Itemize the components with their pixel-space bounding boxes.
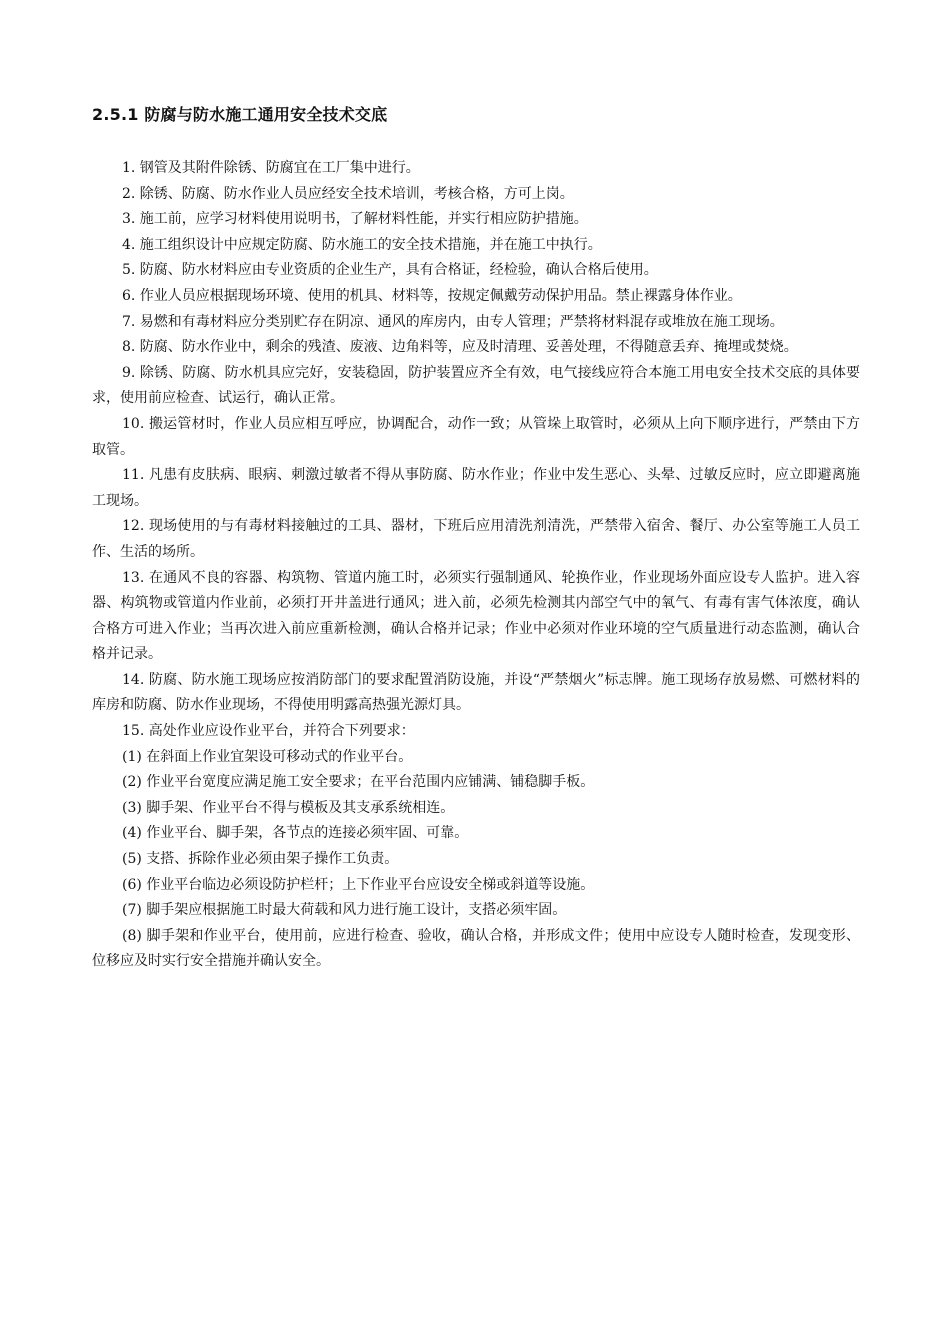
paragraph: (2) 作业平台宽度应满足施工安全要求；在平台范围内应铺满、铺稳脚手板。 <box>122 774 595 791</box>
paragraph: 14. 防腐、防水施工现场应按消防部门的要求配置消防设施，并设“严禁烟火”标志牌。施工现场存放易燃、可燃材料的库房和防腐、防水作业现场，不得使用明露高热强光源灯具。 <box>92 671 860 714</box>
paragraph: 9. 除锈、防腐、防水机具应完好，安装稳固，防护装置应齐全有效，电气接线应符合本施工用电安全技术交底的具体要求，使用前应检查、试运行，确认正常。 <box>92 364 860 407</box>
paragraph: 13. 在通风不良的容器、构筑物、管道内施工时，必须实行强制通风、轮换作业，作业现场外面应设专人监护。进入容器、构筑物或管道内作业前，必须打开井盖进行通风；进入前，必须先检测其内部空气中的氧气、有毒有害气体浓度，确认合格方可进入作业；当再次进入前应重新检测，确认合格并记录；作业中必须对作业环境的空气质量进行动态监测，确认合格并记录。 <box>92 569 860 663</box>
paragraph: (1) 在斜面上作业宜架设可移动式的作业平台。 <box>122 748 413 765</box>
paragraph: (5) 支搭、拆除作业必须由架子操作工负责。 <box>122 851 399 868</box>
paragraph: 7. 易燃和有毒材料应分类别贮存在阴凉、通风的库房内，由专人管理；严禁将材料混存或堆放在施工现场。 <box>122 313 784 330</box>
paragraph: 1. 钢管及其附件除锈、防腐宜在工厂集中进行。 <box>122 160 420 176</box>
paragraph: (6) 作业平台临边必须设防护栏杆；上下作业平台应设安全梯或斜道等设施。 <box>122 876 595 893</box>
paragraph: 2. 除锈、防腐、防水作业人员应经安全技术培训，考核合格，方可上岗。 <box>122 185 574 202</box>
paragraph: 6. 作业人员应根据现场环境、使用的机具、材料等，按规定佩戴劳动保护用品。禁止裸露身体作业。 <box>122 287 742 304</box>
paragraph: 4. 施工组织设计中应规定防腐、防水施工的安全技术措施，并在施工中执行。 <box>122 236 602 253</box>
paragraph: 15. 高处作业应设作业平台，并符合下列要求： <box>122 723 415 740</box>
paragraph: 8. 防腐、防水作业中，剩余的残渣、废液、边角料等，应及时清理、妥善处理，不得随意丢弃、掩埋或焚烧。 <box>122 339 798 356</box>
paragraph: (3) 脚手架、作业平台不得与模板及其支承系统相连。 <box>122 799 455 816</box>
paragraph-list <box>92 156 860 975</box>
paragraph: (8) 脚手架和作业平台，使用前，应进行检查、验收，确认合格，并形成文件；使用中应设专人随时检查，发现变形、位移应及时实行安全措施并确认安全。 <box>92 927 860 970</box>
section-title: 2.5.1 防腐与防水施工通用安全技术交底 <box>92 105 388 124</box>
document-page <box>92 102 860 975</box>
paragraph: 5. 防腐、防水材料应由专业资质的企业生产，具有合格证，经检验，确认合格后使用。 <box>122 262 658 279</box>
paragraph: 3. 施工前，应学习材料使用说明书，了解材料性能，并实行相应防护措施。 <box>122 211 588 228</box>
paragraph: 12. 现场使用的与有毒材料接触过的工具、器材，下班后应用清洗剂清洗，严禁带入宿舍、餐厅、办公室等施工人员工作、生活的场所。 <box>92 518 860 560</box>
paragraph: (4) 作业平台、脚手架，各节点的连接必须牢固、可靠。 <box>122 825 469 842</box>
paragraph: (7) 脚手架应根据施工时最大荷载和风力进行施工设计，支搭必须牢固。 <box>122 902 567 919</box>
paragraph: 10. 搬运管材时，作业人员应相互呼应，协调配合，动作一致；从管垛上取管时，必须从上向下顺序进行，严禁由下方取管。 <box>92 415 860 458</box>
paragraph: 11. 凡患有皮肤病、眼病、刺激过敏者不得从事防腐、防水作业；作业中发生恶心、头晕、过敏反应时，应立即避离施工现场。 <box>92 467 860 509</box>
